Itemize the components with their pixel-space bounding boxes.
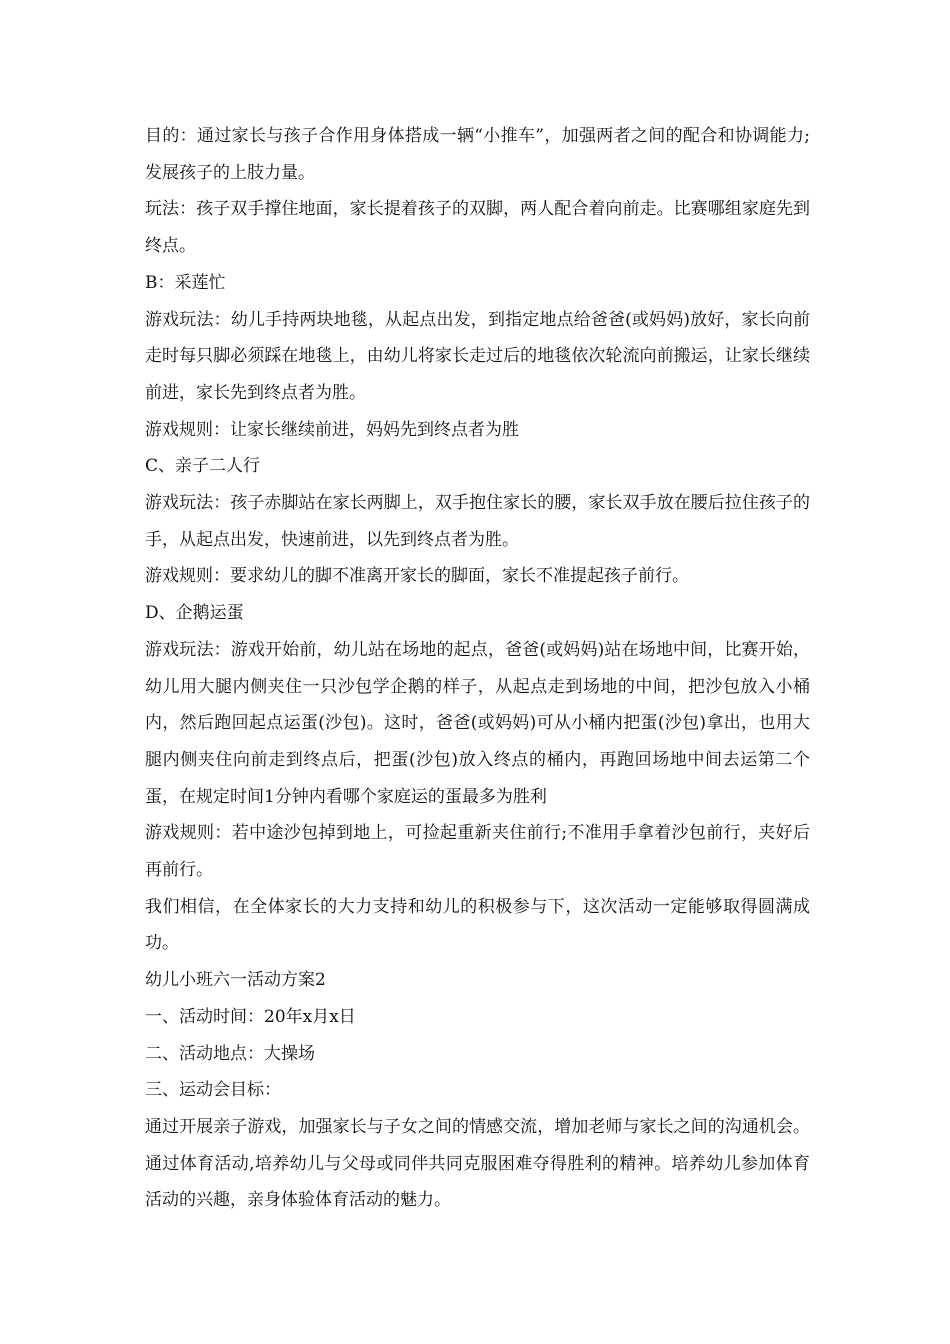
item-activity-time: 一、活动时间：20年x月x日 bbox=[145, 1006, 356, 1027]
paragraph-closing: 我们相信，在全体家长的大力支持和幼儿的积极参与下，这次活动一定能够取得圆满成功。 bbox=[145, 896, 810, 954]
document-body bbox=[145, 118, 810, 1219]
game-heading-b: B：采莲忙 bbox=[145, 272, 226, 293]
paragraph-sports-goals: 通过开展亲子游戏，加强家长与子女之间的情感交流，增加老师与家长之间的沟通机会。通过体育活动,培养幼儿与父母或同伴共同克服困难夺得胜利的精神。培养幼儿参加体育活动的兴趣，亲身体验体育活动的魅力。 bbox=[145, 1116, 810, 1211]
paragraph-purpose: 目的：通过家长与孩子合作用身体搭成一辆“小推车”，加强两者之间的配合和协调能力;发展孩子的上肢力量。 bbox=[145, 126, 810, 183]
item-activity-location: 二、活动地点：大操场 bbox=[145, 1043, 315, 1064]
paragraph-gameplay-d: 游戏玩法：游戏开始前，幼儿站在场地的起点，爸爸(或妈妈)站在场地中间，比赛开始，幼儿用大腿内侧夹住一只沙包学企鹅的样子，从起点走到场地的中间，把沙包放入小桶内，然后跑回起点运蛋(沙包)。这时，爸爸(或妈妈)可从小桶内把蛋(沙包)拿出，也用大腿内侧夹住向前走到终点后，把蛋(沙包)放入终点的桶内，再跑回场地中间去运第二个蛋，在规定时间1分钟内看哪个家庭运的蛋最多为胜利 bbox=[145, 639, 810, 807]
paragraph-gameplay-b: 游戏玩法：幼儿手持两块地毯，从起点出发，到指定地点给爸爸(或妈妈)放好，家长向前走时每只脚必须踩在地毯上，由幼儿将家长走过后的地毯依次轮流向前搬运，让家长继续前进，家长先到终点者为胜。 bbox=[145, 309, 810, 403]
paragraph-game-rules-b: 游戏规则：让家长继续前进，妈妈先到终点者为胜 bbox=[145, 419, 519, 440]
paragraph-game-rules-d: 游戏规则：若中途沙包掉到地上，可捡起重新夹住前行;不准用手拿着沙包前行，夹好后再前行。 bbox=[145, 823, 810, 881]
paragraph-gameplay-c: 游戏玩法：孩子赤脚站在家长两脚上，双手抱住家长的腰，家长双手放在腰后拉住孩子的手，从起点出发，快速前进，以先到终点者为胜。 bbox=[145, 493, 810, 550]
item-sports-goals-heading: 三、运动会目标： bbox=[145, 1080, 281, 1101]
paragraph-rules-wheelbarrow: 玩法：孩子双手撑住地面，家长提着孩子的双脚，两人配合着向前走。比赛哪组家庭先到终点。 bbox=[145, 199, 810, 257]
game-heading-d: D、企鹅运蛋 bbox=[145, 603, 244, 624]
section-title-plan-2: 幼儿小班六一活动方案2 bbox=[145, 970, 326, 991]
paragraph-game-rules-c: 游戏规则：要求幼儿的脚不准离开家长的脚面，家长不准提起孩子前行。 bbox=[145, 566, 689, 587]
game-heading-c: C、亲子二人行 bbox=[145, 456, 261, 477]
